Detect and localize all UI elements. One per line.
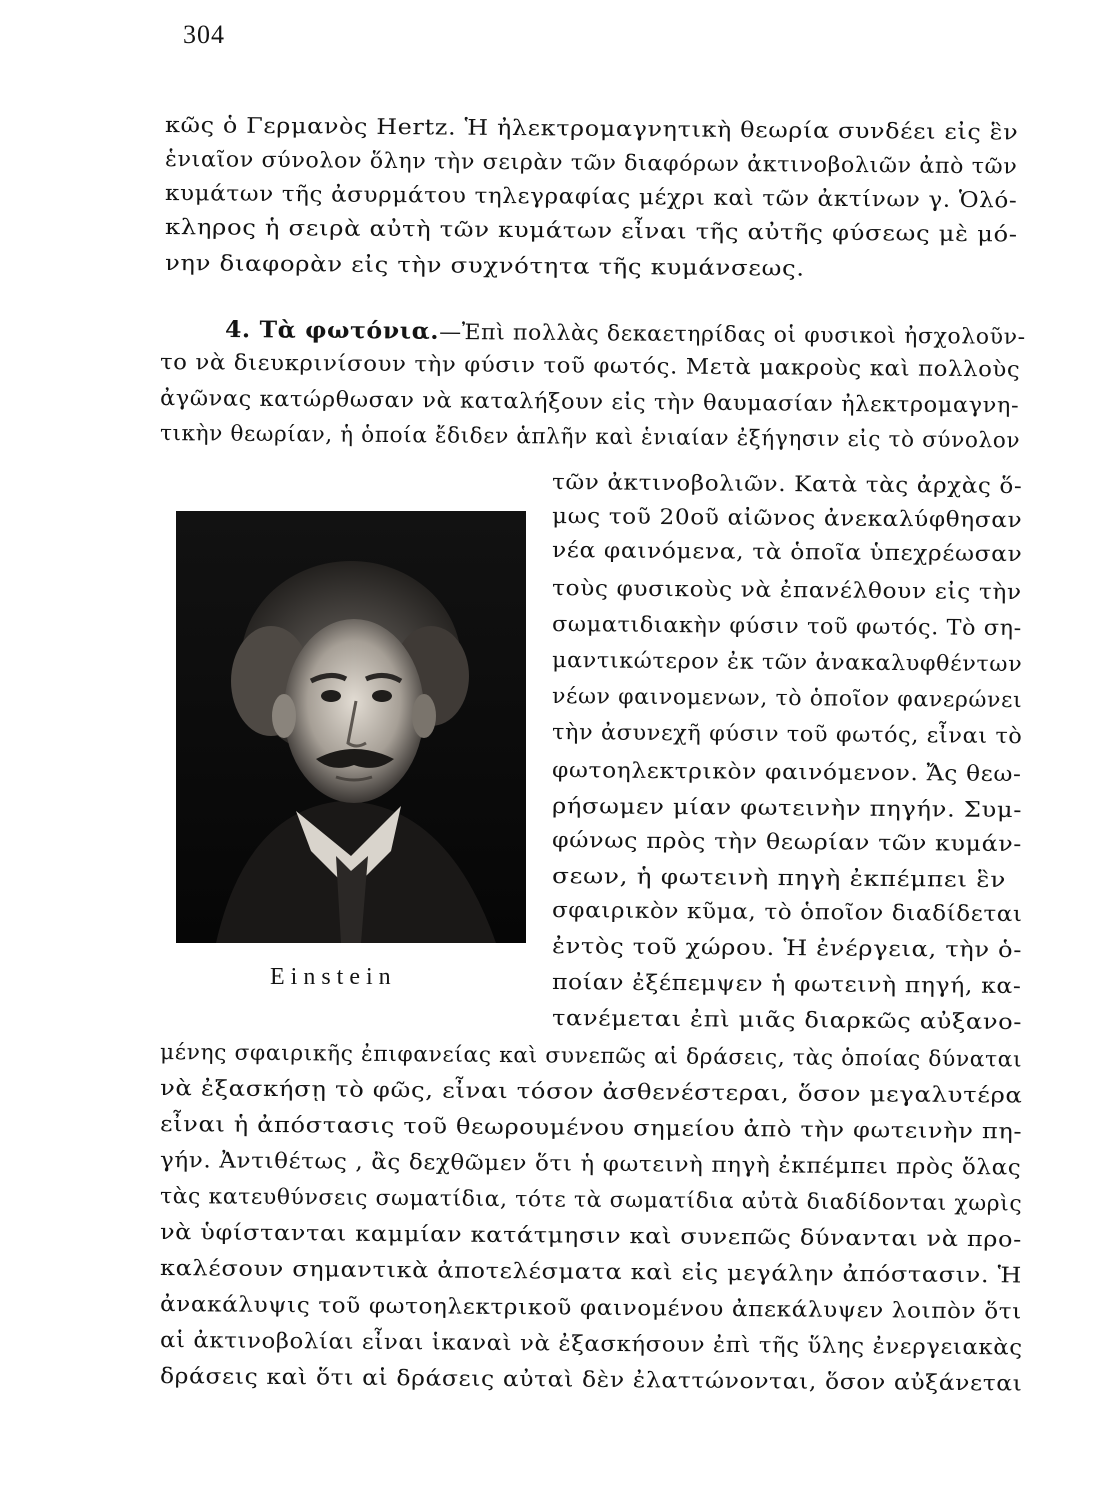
text-line: γήν. Ἀντιθέτως , ἂς δεχθῶμεν ὅτι ἡ φωτεινὴ πηγὴ ἐκπέμπει πρὸς ὅλας bbox=[159, 1148, 1022, 1181]
text-line: εἶναι ἡ ἀπόστασις τοῦ θεωρουμένου σημείου ἀπὸ τὴν φωτεινὴν πη- bbox=[159, 1112, 1023, 1145]
text-line: φώνως πρὸς τὴν θεωρίαν τῶν κυμάν- bbox=[551, 828, 1023, 858]
text-line: νὰ ἐξασκήσῃ τὸ φῶς, εἶναι τόσον ἀσθενέστεραι, ὅσον μεγαλυτέρα bbox=[159, 1076, 1023, 1109]
text-line: φωτοηλεκτρικὸν φαινόμενον. Ἄς θεω- bbox=[551, 758, 1022, 788]
text-line: μένης σφαιρικῆς ἐπιφανείας καὶ συνεπῶς αἱ δράσεις, τὰς ὁποίας δύναται bbox=[159, 1040, 1023, 1073]
text-line: σωματιδιακὴν φύσιν τοῦ φωτός. Τὸ ση- bbox=[551, 612, 1023, 642]
text-line: κῶς ὁ Γερμανὸς Hertz. Ἡ ἠλεκτρομαγνητικὴ θεωρία συνδέει εἰς ἓν bbox=[164, 113, 1019, 146]
text-line: ἐντὸς τοῦ χώρου. Ἡ ἐνέργεια, τὴν ὁ- bbox=[551, 934, 1023, 964]
text-line: τανέμεται ἐπὶ μιᾶς διαρκῶς αὐξανο- bbox=[551, 1006, 1023, 1036]
text-line: μαντικώτερον ἐκ τῶν ἀνακαλυφθέντων bbox=[551, 648, 1023, 678]
text-line: μως τοῦ 20οῦ αἰῶνος ἀνεκαλύφθησαν bbox=[551, 504, 1023, 534]
text-line: νέων φαινομενων, τὸ ὁποῖον φανερώνει bbox=[551, 684, 1023, 714]
text-line: καλέσουν σημαντικὰ ἀποτελέσματα καὶ εἰς μεγάλην ἀπόστασιν. Ἡ bbox=[159, 1256, 1023, 1289]
einstein-portrait-photo bbox=[176, 511, 526, 943]
text-line: ἑνιαῖον σύνολον ὅλην τὴν σειρὰν τῶν διαφόρων ἀκτινοβολιῶν ἀπὸ τῶν bbox=[164, 147, 1018, 180]
text-line: δράσεις καὶ ὅτι αἱ δράσεις αὐταὶ δὲν ἐλαττώνονται, ὅσον αὐξάνεται bbox=[159, 1364, 1023, 1397]
text-line: αἱ ἀκτινοβολίαι εἶναι ἱκαναὶ νὰ ἐξασκήσουν ἐπὶ τῆς ὕλης ἐνεργειακὰς bbox=[159, 1328, 1023, 1361]
text-line: ἀνακάλυψις τοῦ φωτοηλεκτρικοῦ φαινομένου ἀπεκάλυψεν λοιπὸν ὅτι bbox=[159, 1292, 1022, 1325]
text-line: τὰς κατευθύνσεις σωματίδια, τότε τὰ σωματίδια αὐτὰ διαδίδονται χωρὶς bbox=[159, 1184, 1023, 1217]
text-line: σεων, ἡ φωτεινὴ πηγὴ ἐκπέμπει ἓν bbox=[551, 864, 1007, 893]
section-heading-line bbox=[225, 315, 1026, 353]
text-line: ἀγῶνας κατώρθωσαν νὰ καταλήξουν εἰς τὴν θαυμασίαν ἠλεκτρομαγνη- bbox=[159, 386, 1020, 419]
text-line: τοὺς φυσικοὺς νὰ ἐπανέλθουν εἰς τὴν bbox=[551, 576, 1022, 606]
text-line: τῶν ἀκτινοβολιῶν. Κατὰ τὰς ἀρχὰς ὅ- bbox=[551, 470, 1023, 500]
text-line: κληρος ἡ σειρὰ αὐτὴ τῶν κυμάτων εἶναι τῆς αὐτῆς φύσεως μὲ μό- bbox=[164, 215, 1018, 248]
text-line: νέα φαινόμενα, τὰ ὁποῖα ὑπεχρέωσαν bbox=[551, 538, 1023, 568]
text-line: τικὴν θεωρίαν, ἡ ὁποία ἔδιδεν ἁπλῆν καὶ ἑνιαίαν ἐξήγησιν εἰς τὸ σύνολον bbox=[159, 421, 1021, 454]
text-line: κυμάτων τῆς ἀσυρμάτου τηλεγραφίας μέχρι καὶ τῶν ἀκτίνων γ. Ὁλό- bbox=[164, 181, 1018, 214]
figure-caption: Einstein bbox=[270, 964, 397, 990]
text-line: ρήσωμεν μίαν φωτεινὴν πηγήν. Συμ- bbox=[551, 794, 1023, 824]
page-number: 304 bbox=[183, 20, 225, 49]
text-line: νην διαφορὰν εἰς τὴν συχνότητα τῆς κυμάνσεως. bbox=[164, 251, 805, 282]
text-line: το νὰ διευκρινίσουν τὴν φύσιν τοῦ φωτός. Μετὰ μακροὺς καὶ πολλοὺς bbox=[159, 350, 1021, 383]
text-line: σφαιρικὸν κῦμα, τὸ ὁποῖον διαδίδεται bbox=[551, 898, 1023, 928]
section-heading-text: —Ἐπὶ πολλὰς δεκαετηρίδας οἱ φυσικοὶ ἠσχολοῦν- bbox=[439, 319, 1026, 350]
text-line: ποίαν ἐξέπεμψεν ἡ φωτεινὴ πηγή, κα- bbox=[551, 970, 1022, 1000]
text-line: νὰ ὑφίστανται καμμίαν κατάτμησιν καὶ συνεπῶς δύνανται νὰ προ- bbox=[159, 1220, 1023, 1253]
text-line: τὴν ἀσυνεχῆ φύσιν τοῦ φωτός, εἶναι τὸ bbox=[551, 720, 1023, 750]
section-heading: 4. Τὰ φωτόνια. bbox=[224, 316, 440, 345]
